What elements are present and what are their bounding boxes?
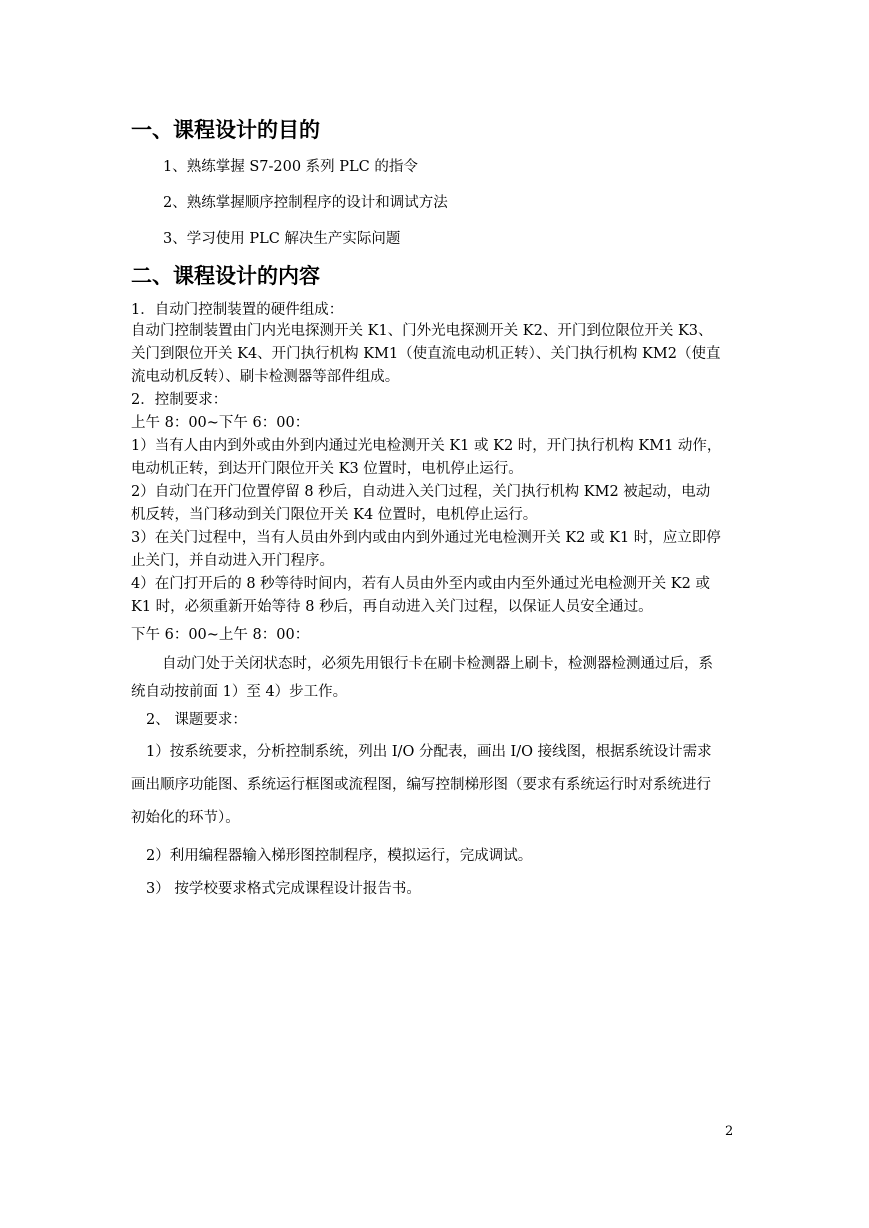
day-line-5: 3）在关门过程中，当有人员由外到内或由内到外通过光电检测开关 K2 或 K1 时，应立即停	[131, 530, 721, 546]
task-line-4: 2）利用编程器输入梯形图控制程序，模拟运行，完成调试。	[146, 848, 533, 864]
purpose-item-3: 3、学习使用 PLC 解决生产实际问题	[163, 231, 401, 247]
day-line-2: 电动机正转，到达开门限位开关 K3 位置时，电机停止运行。	[131, 461, 523, 477]
day-line-8: K1 时，必须重新开始等待 8 秒后，再自动进入关门过程，以保证人员安全通过。	[131, 599, 653, 615]
task-line-5: 3） 按学校要求格式完成课程设计报告书。	[146, 881, 421, 897]
section-title-content: 二、课程设计的内容	[131, 264, 320, 288]
hardware-line-2: 关门到限位开关 K4、开门执行机构 KM1（使直流电动机正转）、关门执行机构 KM2（使直	[131, 346, 721, 362]
day-line-7: 4）在门打开后的 8 秒等待时间内，若有人员由外至内或由内至外通过光电检测开关 K2 或	[131, 576, 710, 592]
purpose-item-1: 1、熟练掌握 S7-200 系列 PLC 的指令	[163, 159, 418, 175]
day-line-4: 机反转，当门移动到关门限位开关 K4 位置时，电机停止运行。	[131, 507, 538, 523]
day-line-6: 止关门，并自动进入开门程序。	[131, 553, 334, 569]
task-line-1: 1）按系统要求，分析控制系统，列出 I/O 分配表，画出 I/O 接线图，根据系统设计需求	[146, 744, 712, 760]
night-label: 下午 6：00~上午 8：00：	[131, 627, 310, 643]
night-line-2: 统自动按前面 1）至 4）步工作。	[131, 684, 348, 700]
hardware-line-1: 自动门控制装置由门内光电探测开关 K1、门外光电探测开关 K2、开门到位限位开关 K3、	[131, 323, 713, 339]
hardware-label: 1．自动门控制装置的硬件组成：	[131, 302, 344, 318]
purpose-item-2: 2、熟练掌握顺序控制程序的设计和调试方法	[163, 195, 448, 211]
night-line-1: 自动门处于关闭状态时，必须先用银行卡在刷卡检测器上刷卡，检测器检测通过后，系	[162, 656, 713, 672]
day-label: 上午 8：00~下午 6：00：	[131, 415, 310, 431]
task-line-2: 画出顺序功能图、系统运行框图或流程图，编写控制梯形图（要求有系统运行时对系统进行	[131, 777, 711, 793]
section-title-purpose: 一、课程设计的目的	[131, 118, 320, 142]
page-number: 2	[725, 1124, 734, 1139]
task-label: 2、 课题要求：	[146, 712, 247, 728]
day-line-3: 2）自动门在开门位置停留 8 秒后，自动进入关门过程，关门执行机构 KM2 被起动，电动	[131, 484, 711, 500]
day-line-1: 1）当有人由内到外或由外到内通过光电检测开关 K1 或 K2 时，开门执行机构 KM1 动作，	[131, 438, 722, 454]
task-line-3: 初始化的环节）。	[131, 810, 240, 826]
hardware-line-3: 流电动机反转）、刷卡检测器等部件组成。	[131, 369, 400, 385]
control-label: 2．控制要求：	[131, 392, 228, 408]
